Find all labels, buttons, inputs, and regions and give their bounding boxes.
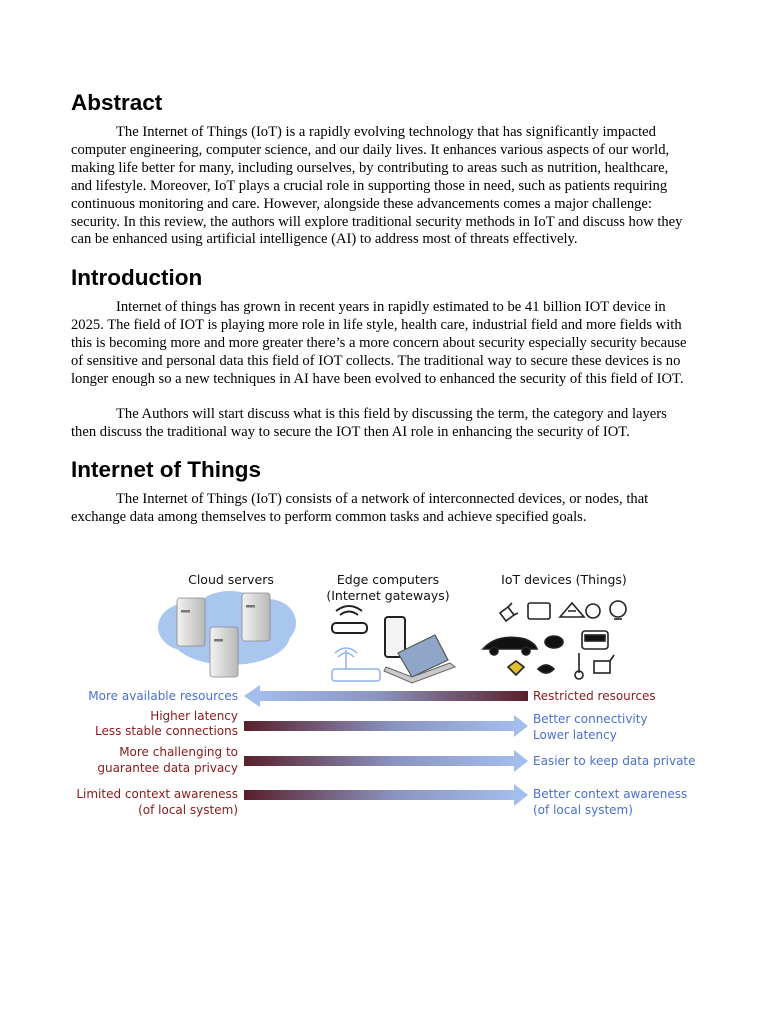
row-4-left-text-2: (of local system): [138, 803, 238, 817]
iot-things-icons: [483, 601, 626, 679]
abstract-heading: Abstract: [71, 90, 163, 115]
row-3-left-text-2: guarantee data privacy: [97, 761, 238, 775]
router-icon: [332, 606, 367, 633]
arrow-row-4: [244, 784, 528, 806]
iot-architecture-figure: [70, 565, 700, 830]
arrow-row-2: [244, 715, 528, 737]
row-3-left-text-1: More challenging to: [119, 745, 238, 759]
row-1-left-text: More available resources: [88, 689, 238, 703]
row-4-left-text-1: Limited context awareness: [76, 787, 238, 801]
introduction-paragraph-2: The Authors will start discuss what is this field by discussing the term, the category and layers then discuss the traditional way to secure the IOT then AI role in enhancing the security of IOT.: [71, 406, 667, 440]
row-3-right-text-1: Easier to keep data private: [533, 754, 696, 768]
internet-gateways-label: (Internet gateways): [326, 588, 450, 603]
edge-computers-label: Edge computers: [336, 572, 440, 587]
cloud-servers-icon: [158, 591, 296, 677]
wireless-gateway-icon: [332, 648, 380, 681]
row-4-right-text-2: (of local system): [533, 803, 633, 817]
row-2-right-text-2: Lower latency: [533, 728, 617, 742]
iot-paragraph: The Internet of Things (IoT) consists of a network of interconnected devices, or nodes, that exchange data among themselves to perform common tasks and achieve specified goals.: [71, 491, 649, 525]
abstract-paragraph: The Internet of Things (IoT) is a rapidly evolving technology that has significantly impacted computer engineering, computer science, and our daily lives. It enhances various aspects of our world, making life better for many, including ourselves, by contributing to areas such as nutrition, healthcare, and lifestyle. Moreover, IoT plays a crucial role in supporting those in need, such as patients requiring continuous monitoring and care. However, alongside these advancements comes a major challenge: security. In this review, the authors will explore traditional security methods in IoT and discuss how they can be enhanced using artificial intelligence (AI) to address most of threats effectively.: [71, 124, 683, 248]
iot-heading: Internet of Things: [71, 457, 261, 482]
introduction-heading: Introduction: [71, 265, 203, 290]
row-2-right-text-1: Better connectivity: [533, 712, 648, 726]
row-4-right-text-1: Better context awareness: [533, 787, 688, 801]
row-1-right-text: Restricted resources: [533, 689, 656, 703]
iot-devices-label: IoT devices (Things): [501, 572, 627, 587]
introduction-paragraph-1: Internet of things has grown in recent years in rapidly estimated to be 41 billion IOT device in 2025. The field of IOT is playing more role in life style, health care, industrial field and more fields with this is becoming more and more greater there’s a more concern about security especially security because of sensitive and personal data this field of IOT collects. The traditional way to secure these devices is no longer enough so a new techniques in AI have been evolved to enhanced the security of this field of IOT.: [71, 299, 687, 387]
cloud-servers-label: Cloud servers: [188, 572, 274, 587]
row-2-left-text-1: Higher latency: [150, 709, 238, 723]
row-2-left-text-2: Less stable connections: [94, 724, 238, 738]
arrow-row-3: [244, 750, 528, 772]
arrow-row-1: [244, 685, 528, 707]
